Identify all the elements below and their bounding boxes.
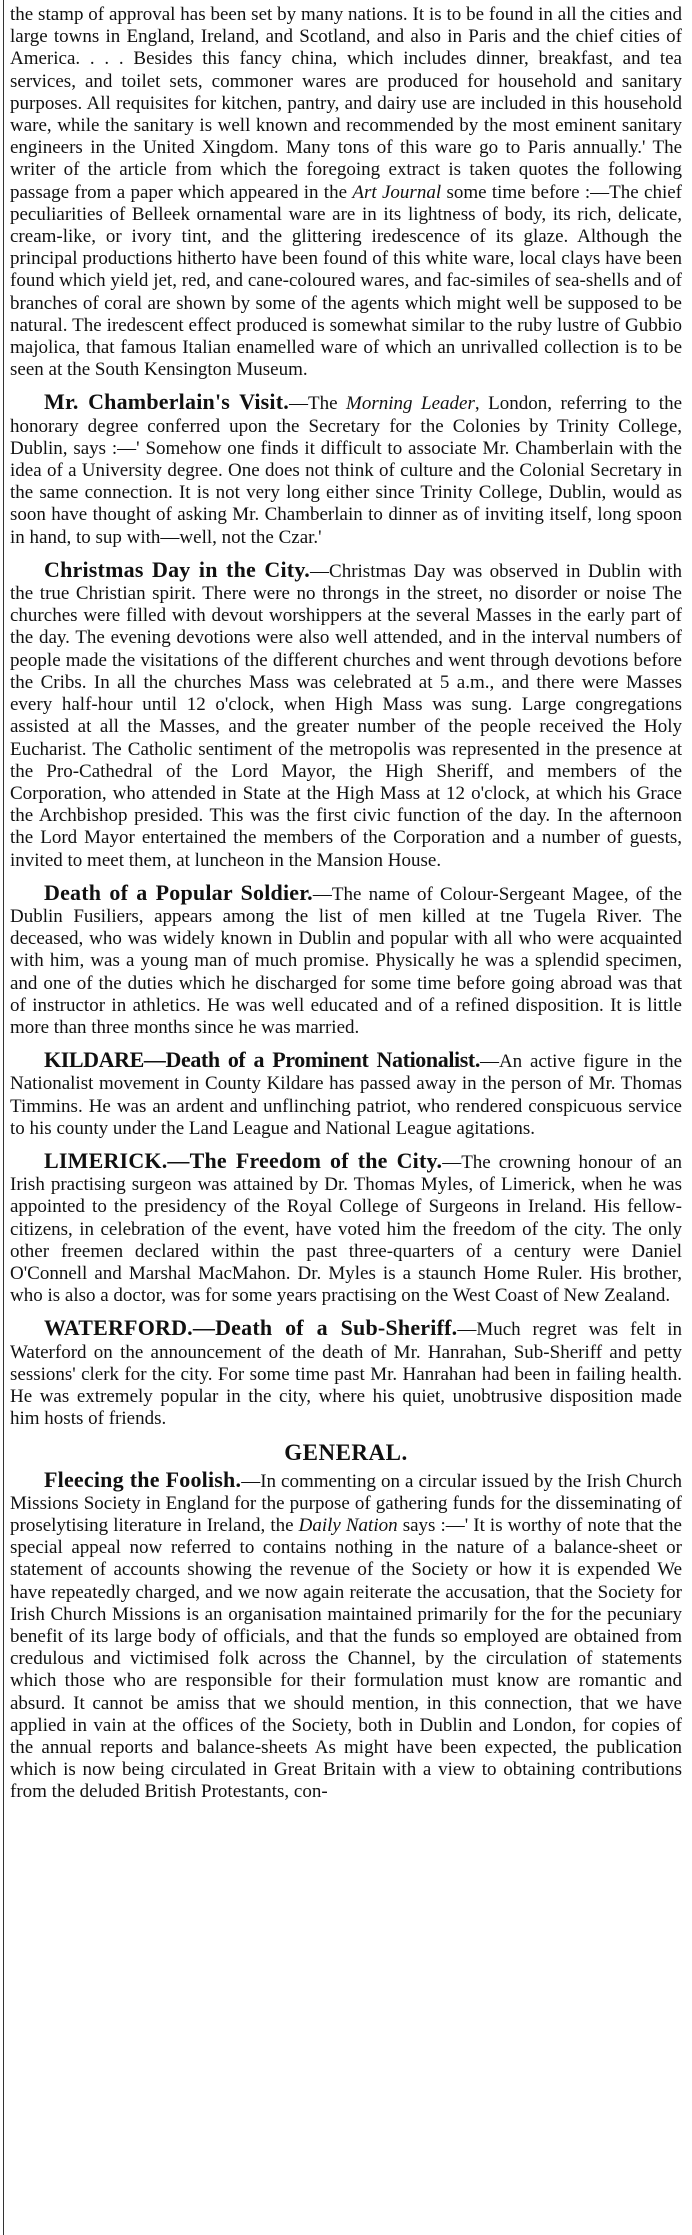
chamberlain-text-part-1: —The: [288, 393, 347, 415]
waterford-item: [10, 1317, 682, 1430]
art-journal-title: Art Journal: [352, 181, 442, 203]
chamberlain-heading: Mr. Chamberlain's Visit.: [44, 389, 289, 415]
belleek-text-part-2: some time before :—The chief peculiarities of Belleek ornamental ware are in its lightness of body, its rich, delicate, cream-like, or ivory tint, and the glittering iredescence of its glaze. Although the principal productions hitherto have been found of this white ware, local clays have been found which yield jet, red, and cane-coloured wares, and fac-similes of sea-shells and of branches of coral are shown by some of the agents which might well be supposed to be natural. The iredescent effect produced is somewhat similar to the ruby lustre of Gubbio majolica, that famous Italian enamelled ware of which an unrivalled collection is to be seen at the South Kensington Museum.: [10, 181, 683, 381]
waterford-heading: WATERFORD.—Death of a Sub-Sheriff.: [44, 1315, 458, 1341]
kildare-text: —An active figure in the Nationalist movement in County Kildare has passed away in the person of Mr. Thomas Timmins. He was an ardent and unflinching patriot, who rendered conspicuous service to his county under the Land League and National League agitations.: [10, 1051, 682, 1139]
general-section-heading: GENERAL.: [284, 1440, 408, 1466]
waterford-text: —Much regret was felt in Waterford on the announcement of the death of Mr. Hanrahan, Sub-Sheriff and petty sessions' clerk for the city. For some time past Mr. Hanrahan had been in failing health. He was extremely popular in the city, where his quiet, unobtrusive disposition made him hosts of friends.: [10, 1319, 683, 1430]
soldier-heading: Death of a Popular Soldier.: [44, 879, 313, 905]
fleecing-text-part-1: —In commenting on a circular issued by the Irish Church Missions Society in England for the purpose of gathering funds for the disseminating of proselytising literature in Ireland, the: [10, 1470, 682, 1536]
belleek-text-part-1: the stamp of approval has been set by many nations. It is to be found in all the cities and large towns in England, Ireland, and Scotland, and also in Paris and the chief cities of America. . . . Besides this fancy china, which includes dinner, breakfast, and tea services, and toilet sets, commoner wares are produced for household and sanitary purposes. All requisites for kitchen, pantry, and dairy use are included in this household ware, while the sanitary is well known and recommended by the most eminent sanitary engineers in the United Xingdom. Many tons of this ware go to Paris annually.' The writer of the article from which the foregoing extract is taken quotes the following passage from a paper which appeared in the: [10, 4, 682, 203]
fleecing-text-part-2: says :—' It is worthy of note that the special appeal now referred to contains nothing in the nature of a balance-sheet or statement of accounts showing the revenue of the Society or how it is expended We have repeatedly charged, and we now again reiterate the accusation, that the Society for Irish Church Missions is an organisation maintained primarily for the for the pecuniary benefit of its large body of officials, and that the funds so employed are obtained from credulous and victimised folk across the Channel, by the circulation of statements which those who are responsible for their formulation must know are romantic and absurd. It cannot be amiss that we should mention, in this connection, that we have applied in vain at the offices of the Society, both in Dublin and London, for copies of the annual reports and balance-sheets As might have been expected, the publication which is now being circulated in Great Britain with a view to obtaining contributions from the deluded British Protestants, con-: [10, 1515, 682, 1803]
limerick-text: —The crowning honour of an Irish practising surgeon was attained by Dr. Thomas Myles, of Limerick, when he was appointed to the presidency of the Royal College of Surgeons in Ireland. His fellow-citizens, in celebration of the event, have voted him the freedom of the city. The only other freemen declared within the past three-quarters of a century were Daniel O'Connell and Marshal MacMahon. Dr. Myles is a staunch Home Ruler. His brother, who is also a doctor, was for some years practising on the West Coast of New Zealand.: [10, 1151, 682, 1307]
morning-leader-title: Morning Leader: [346, 393, 475, 415]
soldier-item: [10, 879, 682, 1039]
christmas-heading: Christmas Day in the City.: [44, 556, 311, 582]
limerick-item: [10, 1147, 682, 1307]
chamberlain-text-part-2: , London, referring to the honorary degree conferred upon the Secretary for the Colonies by Trinity College, Dublin, says :—' Somehow one finds it difficult to associate Mr. Chamberlain with the idea of a University degree. One does not think of culture and the Colonial Secretary in the same connection. It is not very long either since Trinity College, Dublin, would as soon have thought of asking Mr. Chamberlain to dinner as of inviting itself, long spoon in hand, to sup with—well, not the Czar.': [10, 393, 682, 548]
soldier-text: —The name of Colour-Sergeant Magee, of the Dublin Fusiliers, appears among the list of men killed at tne Tugela River. The deceased, who was widely known in Dublin and popular with all who were acquainted with him, was a young man of much promise. Physically he was a splendid specimen, and one of the duties which he discharged for some time before going abroad was that of instructor in athletics. He was well educated and of a refined disposition. It is little more than three months since he was married.: [10, 883, 682, 1038]
kildare-heading: KILDARE—Death of a Prominent Nationalist.: [44, 1047, 480, 1073]
belleek-article-continuation: [10, 4, 682, 381]
chamberlain-item: [10, 391, 682, 548]
kildare-item: [10, 1049, 682, 1140]
christmas-text: —Christmas Day was observed in Dublin with the true Christian spirit. There were no throngs in the street, no disorder or noise The churches were filled with devout worshippers at the several Masses in the early part of the day. The evening devotions were also well attended, and in the interval numbers of people made the visitations of the different churches and went through devotions before the Cribs. In all the churches Mass was celebrated at 5 a.m., and there were Masses every half-hour until 12 o'clock, when High Mass was sung. Large congregations assisted at all the Masses, and the greater number of the people received the Holy Eucharist. The Catholic sentiment of the metropolis was represented in the presence at the Pro-Cathedral of the Lord Mayor, the High Sheriff, and members of the Corporation, who attended in State at the High Mass at 12 o'clock, at which his Grace the Archbishop presided. This was the first civic function of the day. In the afternoon the Lord Mayor entertained the members of the Corporation and a number of guests, invited to meet them, at luncheon in the Mansion House.: [10, 560, 682, 871]
daily-nation-title: Daily Nation: [298, 1515, 398, 1536]
fleecing-heading: Fleecing the Foolish.: [44, 1466, 242, 1492]
limerick-heading: LIMERICK.—The Freedom of the City.: [44, 1147, 443, 1173]
fleecing-item: [10, 1466, 682, 1804]
christmas-item: [10, 556, 682, 872]
column-rule: [3, 0, 4, 2235]
